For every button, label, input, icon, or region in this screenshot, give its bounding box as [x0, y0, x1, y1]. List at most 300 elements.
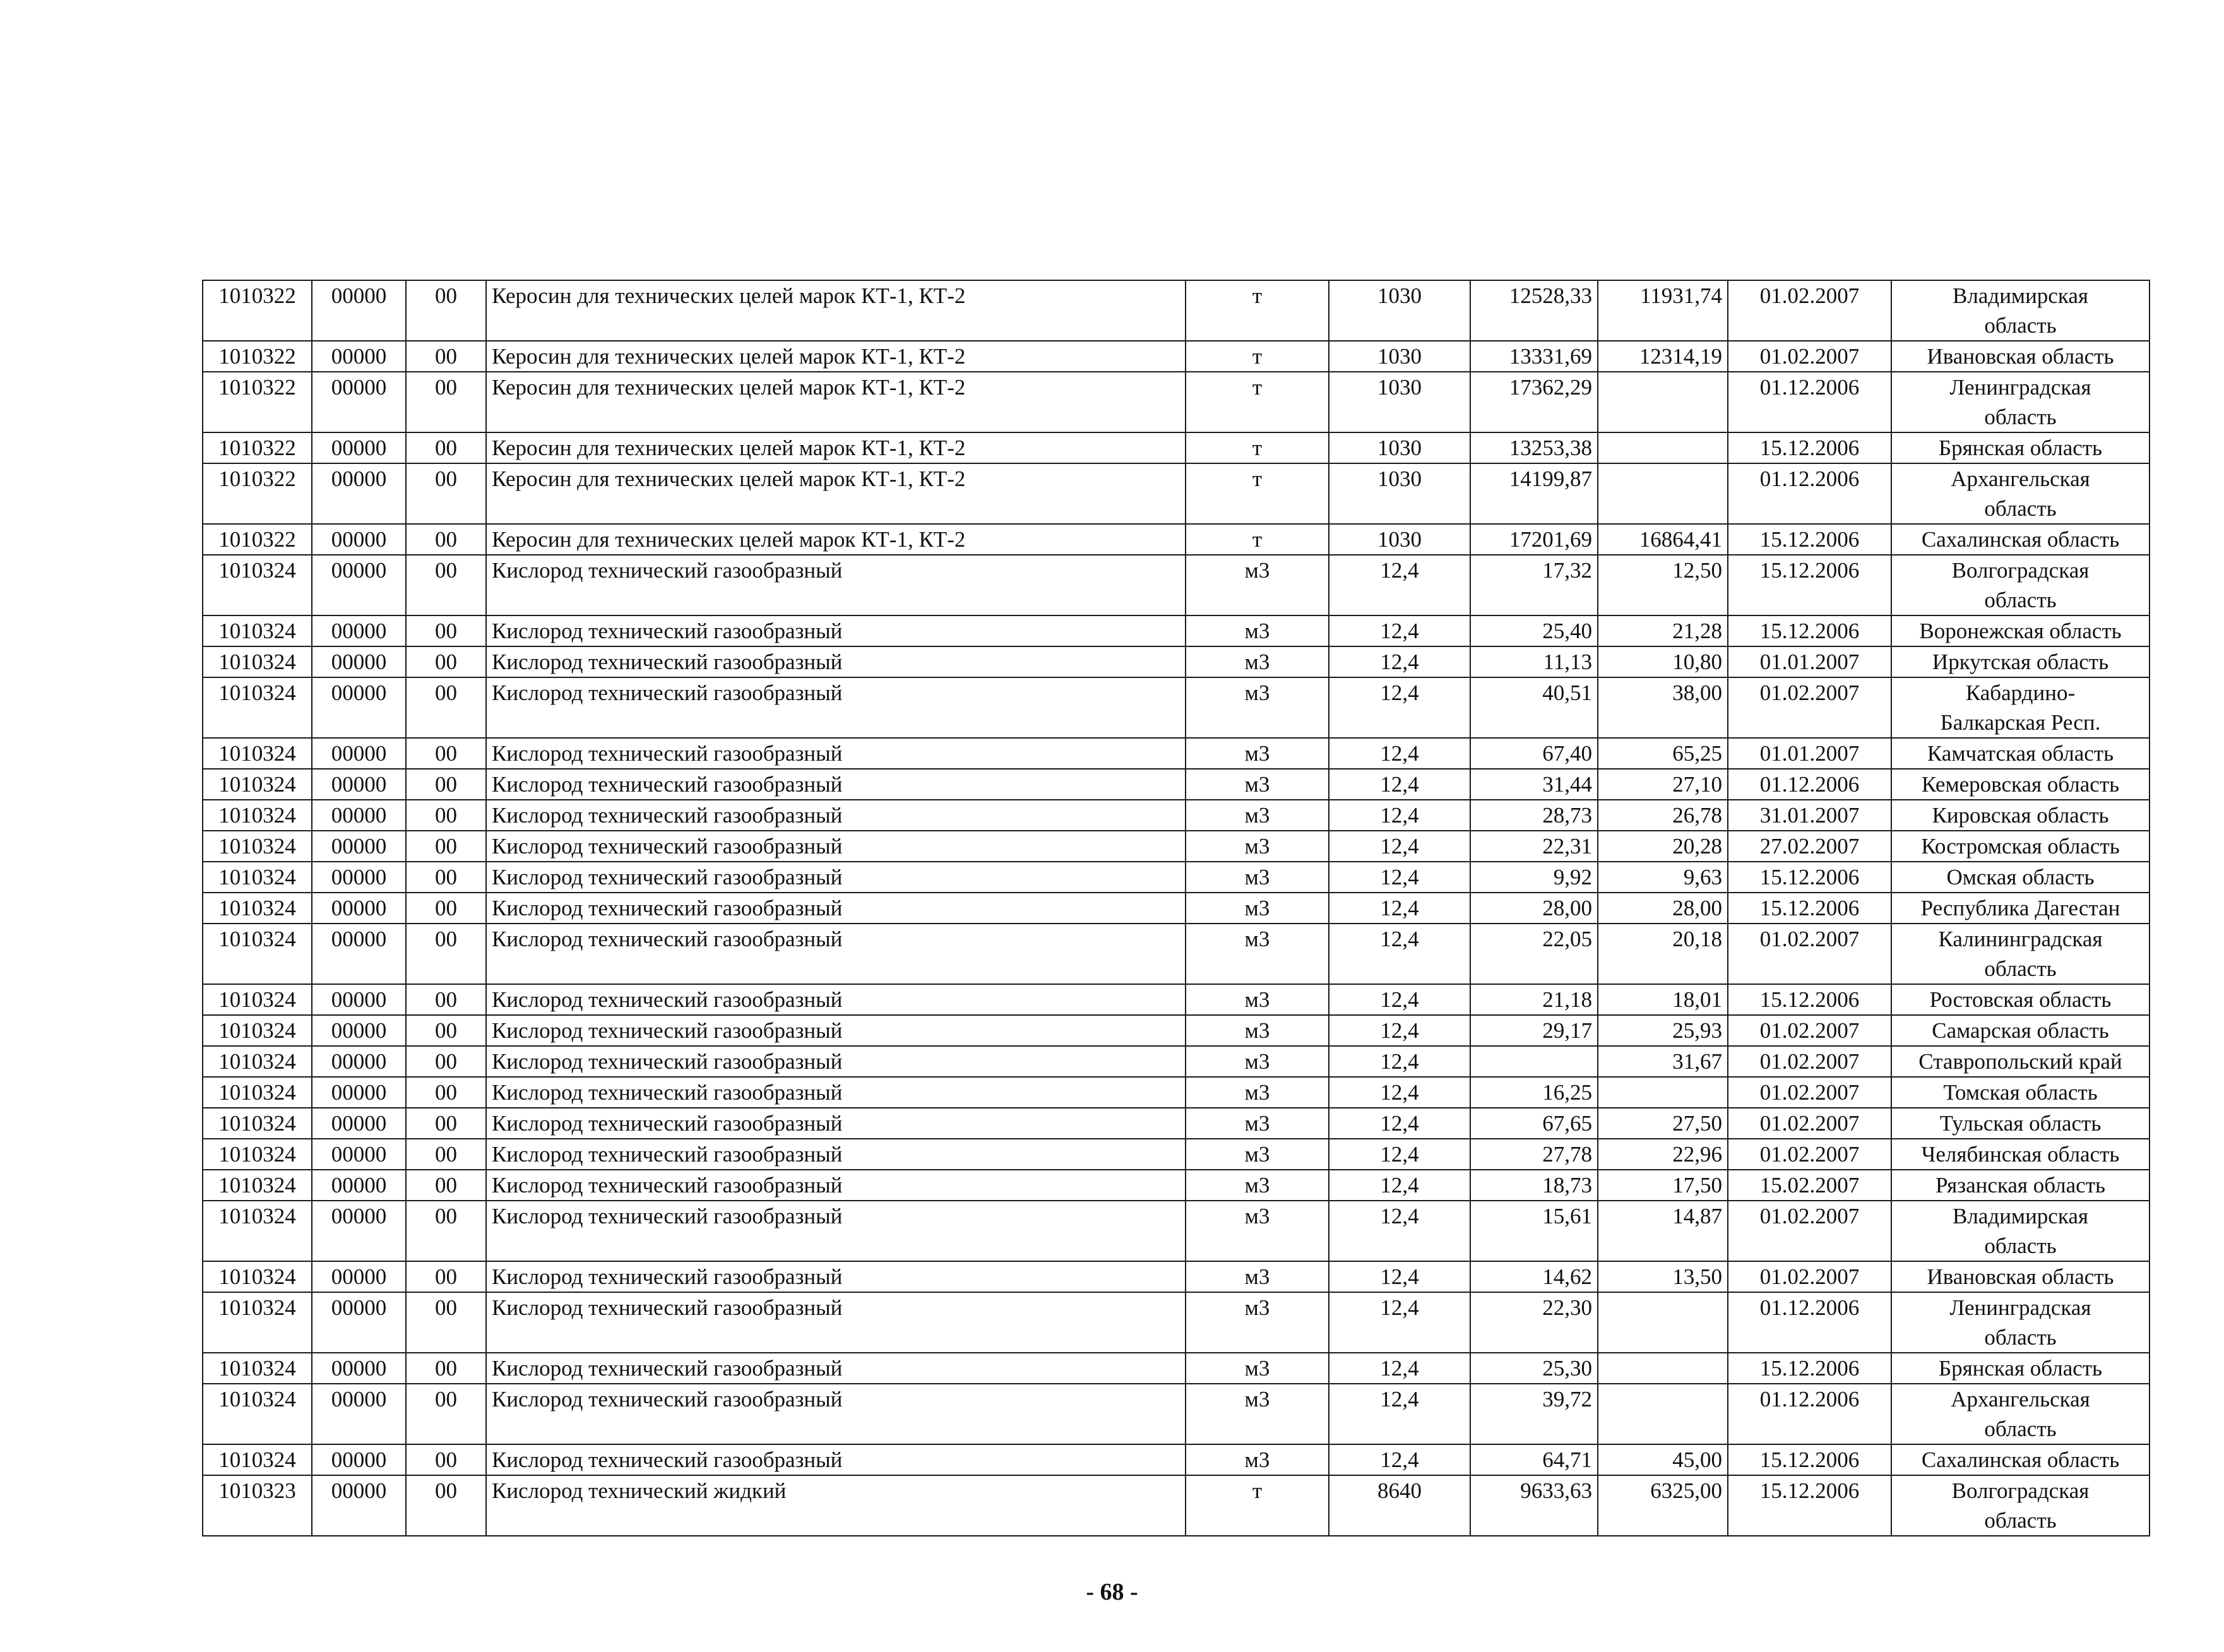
price-value-cell: 13253,38	[1470, 432, 1598, 463]
price-value-cell: 22,05	[1470, 924, 1598, 984]
price-value-cell: 15,61	[1470, 1201, 1598, 1261]
unit-cell: м3	[1186, 831, 1329, 862]
price-secondary-cell: 20,28	[1598, 831, 1728, 862]
page-number: - 68 -	[1086, 1579, 1138, 1605]
price-secondary-cell: 45,00	[1598, 1444, 1728, 1475]
date-cell: 15.12.2006	[1728, 893, 1891, 924]
region-line: Архангельская	[1951, 466, 2090, 491]
region-cell	[1891, 1292, 2150, 1353]
subcode-cell: 00000	[312, 524, 406, 555]
extension-code-cell: 00	[406, 1353, 486, 1384]
region-line: область	[1984, 1417, 2057, 1441]
item-code-cell: 1010324	[203, 769, 312, 800]
region-line: Томская область	[1943, 1080, 2098, 1105]
subcode-cell: 00000	[312, 615, 406, 646]
product-name-cell: Кислород технический газообразный	[486, 769, 1186, 800]
region-line: Кемеровская область	[1921, 772, 2120, 797]
table-row	[203, 1077, 2150, 1108]
unit-quantity-cell: 12,4	[1329, 1077, 1470, 1108]
price-secondary-cell: 17,50	[1598, 1170, 1728, 1201]
extension-code-cell: 00	[406, 677, 486, 738]
extension-code-cell: 00	[406, 1170, 486, 1201]
item-code-cell: 1010322	[203, 341, 312, 372]
date-cell: 01.02.2007	[1728, 924, 1891, 984]
region-line: Ивановская область	[1927, 344, 2114, 369]
extension-code-cell: 00	[406, 1384, 486, 1444]
unit-cell: м3	[1186, 1139, 1329, 1170]
region-line: Ленинградская	[1949, 1295, 2091, 1320]
price-value-cell: 21,18	[1470, 984, 1598, 1015]
extension-code-cell: 00	[406, 984, 486, 1015]
unit-cell: м3	[1186, 646, 1329, 677]
price-value-cell: 25,40	[1470, 615, 1598, 646]
unit-cell: м3	[1186, 1353, 1329, 1384]
subcode-cell: 00000	[312, 893, 406, 924]
date-cell: 01.02.2007	[1728, 677, 1891, 738]
product-name-cell: Кислород технический газообразный	[486, 615, 1186, 646]
unit-cell: м3	[1186, 677, 1329, 738]
price-value-cell: 16,25	[1470, 1077, 1598, 1108]
product-name-cell: Кислород технический газообразный	[486, 1292, 1186, 1353]
region-cell	[1891, 677, 2150, 738]
price-secondary-cell: 25,93	[1598, 1015, 1728, 1046]
unit-cell: т	[1186, 524, 1329, 555]
table-row	[203, 831, 2150, 862]
table-row	[203, 769, 2150, 800]
product-name-cell: Кислород технический газообразный	[486, 677, 1186, 738]
price-secondary-cell	[1598, 432, 1728, 463]
product-name-cell: Кислород технический газообразный	[486, 1108, 1186, 1139]
price-value-cell: 9,92	[1470, 862, 1598, 893]
region-line: Ставропольский край	[1918, 1049, 2122, 1074]
region-cell	[1891, 1384, 2150, 1444]
price-secondary-cell: 12,50	[1598, 555, 1728, 615]
region-line: Ростовская область	[1929, 987, 2112, 1012]
item-code-cell: 1010324	[203, 1139, 312, 1170]
unit-quantity-cell: 1030	[1329, 524, 1470, 555]
unit-quantity-cell: 12,4	[1329, 1170, 1470, 1201]
region-line: Брянская область	[1938, 1356, 2103, 1381]
date-cell: 27.02.2007	[1728, 831, 1891, 862]
table-row	[203, 1170, 2150, 1201]
table-row	[203, 615, 2150, 646]
extension-code-cell: 00	[406, 615, 486, 646]
subcode-cell: 00000	[312, 372, 406, 432]
table-row	[203, 1108, 2150, 1139]
subcode-cell: 00000	[312, 1108, 406, 1139]
date-cell: 15.12.2006	[1728, 984, 1891, 1015]
item-code-cell: 1010324	[203, 1170, 312, 1201]
date-cell: 01.02.2007	[1728, 1108, 1891, 1139]
date-cell: 15.12.2006	[1728, 432, 1891, 463]
unit-cell: м3	[1186, 893, 1329, 924]
product-name-cell: Керосин для технических целей марок КТ-1, КТ-2	[486, 432, 1186, 463]
extension-code-cell: 00	[406, 769, 486, 800]
table-row	[203, 341, 2150, 372]
price-secondary-cell	[1598, 1292, 1728, 1353]
unit-quantity-cell: 12,4	[1329, 800, 1470, 831]
date-cell: 01.02.2007	[1728, 1261, 1891, 1292]
unit-quantity-cell: 12,4	[1329, 1108, 1470, 1139]
price-secondary-cell: 27,50	[1598, 1108, 1728, 1139]
unit-quantity-cell: 12,4	[1329, 1384, 1470, 1444]
unit-quantity-cell: 12,4	[1329, 1015, 1470, 1046]
product-name-cell: Кислород технический газообразный	[486, 1444, 1186, 1475]
subcode-cell: 00000	[312, 280, 406, 341]
region-line: Сахалинская область	[1921, 1447, 2120, 1472]
price-value-cell: 14,62	[1470, 1261, 1598, 1292]
price-value-cell: 25,30	[1470, 1353, 1598, 1384]
subcode-cell: 00000	[312, 1292, 406, 1353]
region-cell	[1891, 1015, 2150, 1046]
region-line: Воронежская область	[1919, 619, 2122, 643]
product-name-cell: Кислород технический газообразный	[486, 1046, 1186, 1077]
extension-code-cell: 00	[406, 924, 486, 984]
region-cell	[1891, 372, 2150, 432]
subcode-cell: 00000	[312, 1015, 406, 1046]
product-name-cell: Кислород технический газообразный	[486, 646, 1186, 677]
region-line: Кабардино-	[1965, 680, 2076, 705]
table-row	[203, 463, 2150, 524]
date-cell: 15.12.2006	[1728, 1353, 1891, 1384]
region-cell	[1891, 862, 2150, 893]
region-line: Самарская область	[1932, 1018, 2109, 1043]
price-secondary-cell	[1598, 1384, 1728, 1444]
subcode-cell: 00000	[312, 677, 406, 738]
item-code-cell: 1010322	[203, 432, 312, 463]
table-row	[203, 862, 2150, 893]
item-code-cell: 1010322	[203, 372, 312, 432]
unit-cell: м3	[1186, 1384, 1329, 1444]
price-secondary-cell: 21,28	[1598, 615, 1728, 646]
date-cell: 15.12.2006	[1728, 1475, 1891, 1536]
product-name-cell: Керосин для технических целей марок КТ-1, КТ-2	[486, 463, 1186, 524]
region-cell	[1891, 1077, 2150, 1108]
unit-quantity-cell: 12,4	[1329, 615, 1470, 646]
unit-quantity-cell: 12,4	[1329, 555, 1470, 615]
product-name-cell: Кислород технический газообразный	[486, 1015, 1186, 1046]
region-cell	[1891, 1261, 2150, 1292]
item-code-cell: 1010324	[203, 924, 312, 984]
price-value-cell: 28,00	[1470, 893, 1598, 924]
region-line: область	[1984, 1325, 2057, 1350]
item-code-cell: 1010324	[203, 1353, 312, 1384]
region-cell	[1891, 1046, 2150, 1077]
region-line: область	[1984, 496, 2057, 521]
product-name-cell: Кислород технический газообразный	[486, 924, 1186, 984]
unit-quantity-cell: 8640	[1329, 1475, 1470, 1536]
subcode-cell: 00000	[312, 831, 406, 862]
unit-cell: м3	[1186, 1015, 1329, 1046]
subcode-cell: 00000	[312, 738, 406, 769]
region-cell	[1891, 615, 2150, 646]
region-cell	[1891, 738, 2150, 769]
unit-quantity-cell: 12,4	[1329, 1046, 1470, 1077]
region-cell	[1891, 646, 2150, 677]
price-secondary-cell: 38,00	[1598, 677, 1728, 738]
region-line: Ивановская область	[1927, 1264, 2114, 1289]
table-row	[203, 1261, 2150, 1292]
subcode-cell: 00000	[312, 1170, 406, 1201]
product-name-cell: Кислород технический газообразный	[486, 831, 1186, 862]
unit-quantity-cell: 12,4	[1329, 1139, 1470, 1170]
subcode-cell: 00000	[312, 769, 406, 800]
region-line: Ленинградская	[1949, 375, 2091, 400]
price-value-cell: 14199,87	[1470, 463, 1598, 524]
price-value-cell: 28,73	[1470, 800, 1598, 831]
item-code-cell: 1010324	[203, 893, 312, 924]
item-code-cell: 1010323	[203, 1475, 312, 1536]
unit-cell: м3	[1186, 984, 1329, 1015]
region-line: Архангельская	[1951, 1387, 2090, 1411]
subcode-cell: 00000	[312, 432, 406, 463]
region-line: область	[1984, 588, 2057, 612]
extension-code-cell: 00	[406, 1015, 486, 1046]
price-secondary-cell: 16864,41	[1598, 524, 1728, 555]
unit-quantity-cell: 12,4	[1329, 984, 1470, 1015]
unit-cell: т	[1186, 341, 1329, 372]
extension-code-cell: 00	[406, 555, 486, 615]
extension-code-cell: 00	[406, 1475, 486, 1536]
item-code-cell: 1010324	[203, 1384, 312, 1444]
product-name-cell: Кислород технический газообразный	[486, 862, 1186, 893]
item-code-cell: 1010324	[203, 1292, 312, 1353]
date-cell: 01.12.2006	[1728, 1292, 1891, 1353]
price-value-cell: 22,30	[1470, 1292, 1598, 1353]
region-cell	[1891, 341, 2150, 372]
unit-quantity-cell: 12,4	[1329, 769, 1470, 800]
date-cell: 01.12.2006	[1728, 372, 1891, 432]
subcode-cell: 00000	[312, 984, 406, 1015]
table-row	[203, 677, 2150, 738]
unit-quantity-cell: 1030	[1329, 463, 1470, 524]
subcode-cell: 00000	[312, 862, 406, 893]
product-name-cell: Керосин для технических целей марок КТ-1, КТ-2	[486, 280, 1186, 341]
product-name-cell: Кислород технический жидкий	[486, 1475, 1186, 1536]
region-line: область	[1984, 405, 2057, 429]
extension-code-cell: 00	[406, 862, 486, 893]
subcode-cell: 00000	[312, 555, 406, 615]
region-cell	[1891, 893, 2150, 924]
region-cell	[1891, 524, 2150, 555]
date-cell: 15.12.2006	[1728, 1444, 1891, 1475]
region-line: область	[1984, 1233, 2057, 1258]
unit-cell: м3	[1186, 615, 1329, 646]
unit-quantity-cell: 12,4	[1329, 1261, 1470, 1292]
item-code-cell: 1010324	[203, 1261, 312, 1292]
region-line: Калининградская	[1938, 927, 2103, 951]
region-cell	[1891, 924, 2150, 984]
date-cell: 01.02.2007	[1728, 280, 1891, 341]
region-line: Волгоградская	[1951, 1478, 2090, 1503]
product-name-cell: Кислород технический газообразный	[486, 800, 1186, 831]
region-line: Владимирская	[1953, 1204, 2088, 1228]
region-cell	[1891, 1108, 2150, 1139]
unit-cell: м3	[1186, 924, 1329, 984]
date-cell: 31.01.2007	[1728, 800, 1891, 831]
region-cell	[1891, 280, 2150, 341]
unit-cell: м3	[1186, 1292, 1329, 1353]
table-row	[203, 372, 2150, 432]
extension-code-cell: 00	[406, 280, 486, 341]
item-code-cell: 1010324	[203, 800, 312, 831]
extension-code-cell: 00	[406, 463, 486, 524]
unit-cell: м3	[1186, 1046, 1329, 1077]
unit-cell: м3	[1186, 1201, 1329, 1261]
item-code-cell: 1010324	[203, 677, 312, 738]
table-row	[203, 1015, 2150, 1046]
table-row	[203, 1292, 2150, 1353]
region-line: область	[1984, 1508, 2057, 1533]
unit-quantity-cell: 12,4	[1329, 1201, 1470, 1261]
unit-cell: т	[1186, 432, 1329, 463]
product-name-cell: Кислород технический газообразный	[486, 1261, 1186, 1292]
product-name-cell: Кислород технический газообразный	[486, 1384, 1186, 1444]
price-secondary-cell: 31,67	[1598, 1046, 1728, 1077]
item-code-cell: 1010324	[203, 1077, 312, 1108]
item-code-cell: 1010324	[203, 984, 312, 1015]
price-value-cell: 27,78	[1470, 1139, 1598, 1170]
extension-code-cell: 00	[406, 1261, 486, 1292]
region-line: Владимирская	[1953, 283, 2088, 308]
subcode-cell: 00000	[312, 1353, 406, 1384]
price-secondary-cell: 6325,00	[1598, 1475, 1728, 1536]
price-value-cell: 17,32	[1470, 555, 1598, 615]
extension-code-cell: 00	[406, 524, 486, 555]
unit-cell: м3	[1186, 1077, 1329, 1108]
extension-code-cell: 00	[406, 341, 486, 372]
unit-quantity-cell: 12,4	[1329, 1292, 1470, 1353]
region-line: Республика Дагестан	[1920, 896, 2120, 920]
price-table	[202, 280, 2150, 1536]
price-secondary-cell: 18,01	[1598, 984, 1728, 1015]
price-secondary-cell: 22,96	[1598, 1139, 1728, 1170]
product-name-cell: Кислород технический газообразный	[486, 1139, 1186, 1170]
unit-quantity-cell: 1030	[1329, 372, 1470, 432]
extension-code-cell: 00	[406, 1077, 486, 1108]
extension-code-cell: 00	[406, 893, 486, 924]
unit-quantity-cell: 12,4	[1329, 738, 1470, 769]
item-code-cell: 1010324	[203, 738, 312, 769]
price-secondary-cell	[1598, 372, 1728, 432]
price-value-cell: 64,71	[1470, 1444, 1598, 1475]
price-secondary-cell: 20,18	[1598, 924, 1728, 984]
date-cell: 01.01.2007	[1728, 646, 1891, 677]
region-cell	[1891, 1444, 2150, 1475]
table-row	[203, 984, 2150, 1015]
item-code-cell: 1010324	[203, 615, 312, 646]
region-line: Камчатская область	[1927, 741, 2114, 766]
region-line: Волгоградская	[1951, 558, 2090, 583]
table-row	[203, 646, 2150, 677]
product-name-cell: Кислород технический газообразный	[486, 984, 1186, 1015]
date-cell: 15.12.2006	[1728, 615, 1891, 646]
product-name-cell: Керосин для технических целей марок КТ-1, КТ-2	[486, 341, 1186, 372]
price-value-cell: 18,73	[1470, 1170, 1598, 1201]
unit-cell: т	[1186, 463, 1329, 524]
region-cell	[1891, 1139, 2150, 1170]
table-row	[203, 1475, 2150, 1536]
product-name-cell: Кислород технический газообразный	[486, 893, 1186, 924]
unit-quantity-cell: 12,4	[1329, 1353, 1470, 1384]
product-name-cell: Кислород технический газообразный	[486, 1077, 1186, 1108]
region-line: Рязанская область	[1936, 1173, 2105, 1197]
region-cell	[1891, 1353, 2150, 1384]
unit-quantity-cell: 12,4	[1329, 677, 1470, 738]
unit-quantity-cell: 12,4	[1329, 924, 1470, 984]
item-code-cell: 1010324	[203, 1201, 312, 1261]
price-value-cell: 67,40	[1470, 738, 1598, 769]
unit-cell: м3	[1186, 862, 1329, 893]
price-secondary-cell: 14,87	[1598, 1201, 1728, 1261]
region-line: Иркутская область	[1932, 650, 2109, 674]
table-row	[203, 280, 2150, 341]
subcode-cell: 00000	[312, 924, 406, 984]
date-cell: 15.12.2006	[1728, 862, 1891, 893]
subcode-cell: 00000	[312, 1384, 406, 1444]
price-secondary-cell: 26,78	[1598, 800, 1728, 831]
date-cell: 01.12.2006	[1728, 463, 1891, 524]
region-cell	[1891, 831, 2150, 862]
date-cell: 01.02.2007	[1728, 1046, 1891, 1077]
region-line: Тульская область	[1939, 1111, 2102, 1136]
item-code-cell: 1010324	[203, 1015, 312, 1046]
table-row	[203, 1139, 2150, 1170]
subcode-cell: 00000	[312, 1444, 406, 1475]
unit-quantity-cell: 12,4	[1329, 893, 1470, 924]
unit-cell: м3	[1186, 555, 1329, 615]
region-line: область	[1984, 313, 2057, 338]
table-row	[203, 1201, 2150, 1261]
table-row	[203, 1353, 2150, 1384]
region-line: Сахалинская область	[1921, 527, 2120, 552]
region-cell	[1891, 432, 2150, 463]
product-name-cell: Керосин для технических целей марок КТ-1, КТ-2	[486, 524, 1186, 555]
subcode-cell: 00000	[312, 800, 406, 831]
region-cell	[1891, 1201, 2150, 1261]
price-secondary-cell	[1598, 1077, 1728, 1108]
extension-code-cell: 00	[406, 646, 486, 677]
unit-quantity-cell: 12,4	[1329, 1444, 1470, 1475]
date-cell: 01.01.2007	[1728, 738, 1891, 769]
item-code-cell: 1010322	[203, 524, 312, 555]
unit-cell: м3	[1186, 1261, 1329, 1292]
region-line: Челябинская область	[1921, 1142, 2120, 1167]
table-row	[203, 893, 2150, 924]
date-cell: 01.02.2007	[1728, 341, 1891, 372]
extension-code-cell: 00	[406, 1444, 486, 1475]
price-value-cell: 11,13	[1470, 646, 1598, 677]
item-code-cell: 1010324	[203, 646, 312, 677]
price-secondary-cell: 11931,74	[1598, 280, 1728, 341]
item-code-cell: 1010322	[203, 280, 312, 341]
region-line: Костромская область	[1921, 834, 2120, 859]
region-line: Омская область	[1946, 865, 2095, 889]
unit-cell: м3	[1186, 800, 1329, 831]
region-cell	[1891, 769, 2150, 800]
region-cell	[1891, 800, 2150, 831]
unit-cell: т	[1186, 372, 1329, 432]
price-value-cell: 13331,69	[1470, 341, 1598, 372]
extension-code-cell: 00	[406, 1108, 486, 1139]
price-secondary-cell: 9,63	[1598, 862, 1728, 893]
product-name-cell: Кислород технический газообразный	[486, 1201, 1186, 1261]
price-secondary-cell	[1598, 1353, 1728, 1384]
subcode-cell: 00000	[312, 1261, 406, 1292]
date-cell: 01.02.2007	[1728, 1015, 1891, 1046]
item-code-cell: 1010324	[203, 1444, 312, 1475]
unit-quantity-cell: 12,4	[1329, 831, 1470, 862]
